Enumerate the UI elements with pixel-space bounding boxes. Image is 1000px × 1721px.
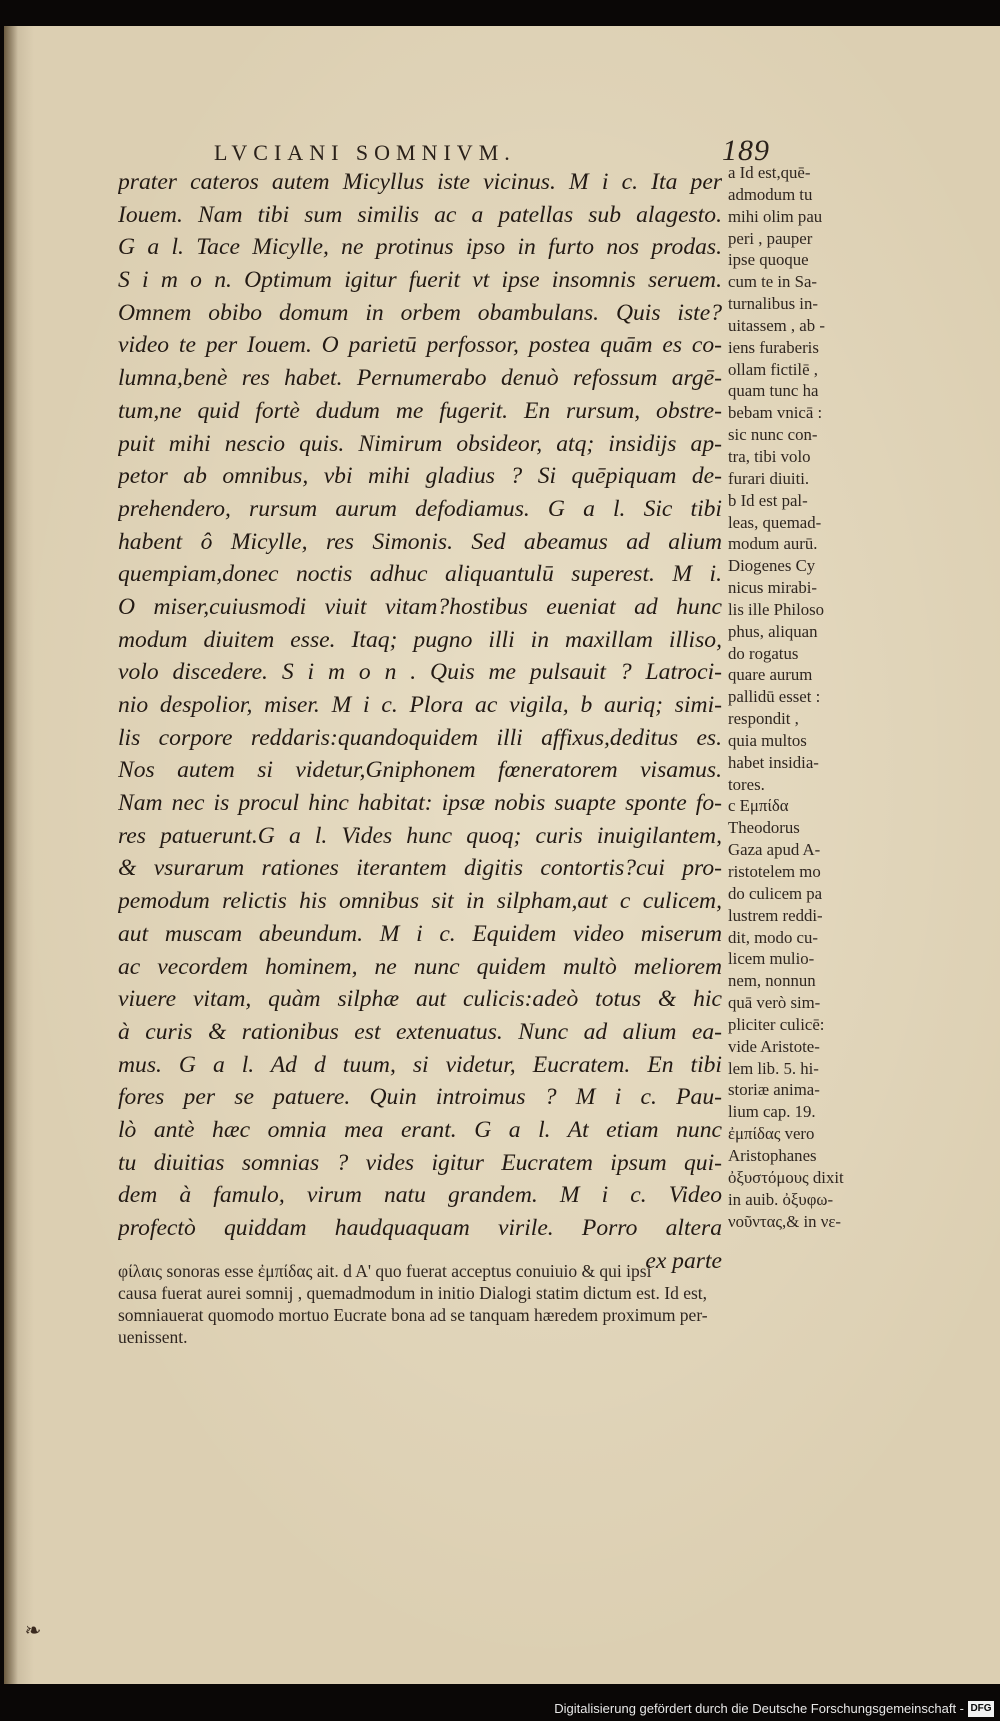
margin-note-line: mihi olim pau <box>728 206 823 226</box>
text-line: prater cateros autem Micyllus iste vicinus. M i c. Ita per <box>118 169 722 195</box>
margin-note-line: modum aurū. <box>728 534 818 554</box>
text-line: à curis & rationibus est extenuatus. Nunc ad alium ea- <box>118 1018 722 1045</box>
margin-note-line: licem mulio- <box>728 949 815 969</box>
marginal-notes <box>728 162 852 1232</box>
printer-ornament-icon: ❧ <box>24 1620 42 1642</box>
text-line: Nos autem si videtur,Gniphonem fœneratorem visamus. <box>118 757 722 784</box>
margin-note-line: quare aurum <box>728 665 813 685</box>
margin-note-line: quia multos <box>728 730 807 750</box>
margin-note-line: admodum tu <box>728 184 813 204</box>
margin-note-line: phus, aliquan <box>728 621 818 641</box>
margin-note-line: Theodorus <box>728 818 800 838</box>
text-line: ex parte <box>645 1247 722 1274</box>
margin-note-line: sic nunc con- <box>728 425 818 445</box>
text-line: res patuerunt.G a l. Vides hunc quoq; curis inuigilantem, <box>118 822 722 849</box>
text-line: profectò quiddam haudquaquam virile. Porro altera <box>118 1215 722 1241</box>
digitization-credit: Digitalisierung gefördert durch die Deutsche Forschungsgemeinschaft - <box>554 1701 964 1716</box>
text-line: Iouem. Nam tibi sum similis ac a patellas sub alagesto. <box>118 201 722 228</box>
page-gutter-shadow <box>4 26 18 1684</box>
text-line: S i m o n. Optimum igitur fuerit vt ipse insomnis seruem. <box>118 267 722 294</box>
text-line: G a l. Tace Micylle, ne protinus ipso in furto nos prodas. <box>118 234 722 261</box>
margin-note-line: quā verò sim- <box>728 993 821 1013</box>
margin-note-line: uitassem , ab - <box>728 315 825 335</box>
text-line: petor ab omnibus, vbi mihi gladius ? Si quēpiquam de- <box>118 463 722 490</box>
page-number: 189 <box>722 134 770 167</box>
margin-note-line: ristotelem mo <box>728 862 821 881</box>
text-line: aut muscam abeundum. M i c. Equidem video miserum <box>118 920 722 947</box>
text-line: mus. G a l. Ad d tuum, si videtur, Eucratem. En tibi <box>118 1051 722 1078</box>
text-line: video te per Iouem. O parietū perfossor, postea quām es co- <box>118 332 722 359</box>
margin-note-line: Diogenes Cy <box>728 556 816 576</box>
margin-note-line: respondit , <box>728 709 799 729</box>
footnote-block <box>118 1260 858 1348</box>
margin-note-line: nem, nonnun <box>728 971 816 991</box>
margin-note-line: nicus mirabi- <box>728 578 818 598</box>
text-line: & vsurarum rationes iterantem digitis contortis?cui pro- <box>118 855 722 882</box>
text-line: lò antè hæc omnia mea erant. G a l. At etiam nunc <box>118 1116 722 1143</box>
text-line: lis corpore reddaris:quandoquidem illi affixus,deditus es. <box>118 724 722 751</box>
margin-note-line: pliciter culicē: <box>728 1014 825 1034</box>
text-line: dem à famulo, virum natu grandem. M i c. Video <box>118 1182 722 1209</box>
main-text-block <box>118 166 722 1277</box>
dfg-logo: DFG <box>968 1701 994 1717</box>
text-line: prehendero, rursum aurum defodiamus. G a l. Sic tibi <box>118 495 722 522</box>
text-line: viuere vitam, quàm silphæ aut culicis:adeò totus & hic <box>118 986 722 1013</box>
margin-note-line: ollam fictilē , <box>728 359 818 379</box>
margin-note-line: dit, modo cu- <box>728 927 818 947</box>
margin-note-line: Aristophanes <box>728 1145 817 1165</box>
margin-note-line: storiæ anima- <box>728 1080 820 1100</box>
footnote-line: φίλαις sonoras esse ἐμπίδας ait. d A' quo fuerat acceptus conuiuio & qui ipsi <box>118 1261 652 1281</box>
margin-note-line: iens furaberis <box>728 337 819 357</box>
margin-note-line: furari diuiti. <box>728 468 810 488</box>
text-line: tum,ne quid fortè dudum me fugerit. En rursum, obstre- <box>118 397 722 424</box>
margin-note-line: bebam vnicā : <box>728 403 823 423</box>
margin-note-line: ἐμπίδας vero <box>728 1124 815 1144</box>
margin-note-line: habet insidia- <box>728 752 819 772</box>
margin-note-line: do rogatus <box>728 643 799 663</box>
margin-note-line: tra, tibi volo <box>728 446 811 466</box>
footnote-line: causa fuerat aurei somnij , quemadmodum in initio Dialogi statim dictum est. Id est, <box>118 1283 708 1303</box>
margin-note-line: b Id est pal- <box>728 490 808 510</box>
text-line: Nam nec is procul hinc habitat: ipsæ nobis suapte sponte fo- <box>118 790 722 817</box>
margin-note-line: peri , pauper <box>728 228 813 248</box>
margin-note-line: cum te in Sa- <box>728 272 818 292</box>
text-line: tu diuitias somnias ? vides igitur Eucratem ipsum qui- <box>118 1149 722 1176</box>
margin-note-line: ὀξυστόμους dixit <box>728 1167 844 1187</box>
margin-note-line: pallidū esset : <box>728 687 821 707</box>
margin-note-line: c Εμπίδα <box>728 796 789 816</box>
margin-note-line: do culicem pa <box>728 883 823 903</box>
margin-note-line: νοῦντας,& in νε- <box>728 1211 841 1231</box>
text-line: volo discedere. S i m o n . Quis me pulsauit ? Latroci- <box>118 659 722 686</box>
margin-note-line: Gaza apud A- <box>728 840 821 860</box>
margin-note-line: lium cap. 19. <box>728 1102 816 1122</box>
margin-note-line: lustrem reddi- <box>728 905 823 925</box>
text-line: nio despolior, miser. M i c. Plora ac vigila, b auriq; simi- <box>118 692 722 718</box>
margin-note-line: in auib. ὀξυφω- <box>728 1189 834 1209</box>
margin-note-line: lis ille Philoso <box>728 599 825 619</box>
text-line: O miser,cuiusmodi viuit vitam?hostibus eueniat ad hunc <box>118 593 722 620</box>
text-line: fores per se patuere. Quin introimus ? M i c. Pau- <box>118 1084 722 1111</box>
text-line: lumna,benè res habet. Pernumerabo denuò refossum argē- <box>118 365 722 392</box>
margin-note-line: quam tunc ha <box>728 381 819 401</box>
running-title: LVCIANI SOMNIVM. <box>214 140 516 165</box>
footnote-line: uenissent. <box>118 1327 188 1347</box>
text-line: ac vecordem hominem, ne nunc quidem multò meliorem <box>118 953 722 980</box>
margin-note-line: a Id est,quē- <box>728 163 811 182</box>
margin-note-line: ipse quoque <box>728 250 809 270</box>
margin-note-line: turnalibus in- <box>728 294 818 314</box>
margin-note-line: leas, quemad- <box>728 512 822 532</box>
margin-note-line: lem lib. 5. hi- <box>728 1058 819 1078</box>
text-line: puit mihi nescio quis. Nimirum obsideor, atq; insidijs ap- <box>118 430 722 457</box>
text-line: quempiam,donec noctis adhuc aliquantulū superest. M i. <box>118 561 722 588</box>
margin-note-line: tores. <box>728 774 765 794</box>
text-line: modum diuitem esse. Itaq; pugno illi in maxillam illiso, <box>118 626 722 653</box>
text-line: habent ô Micylle, res Simonis. Sed abeamus ad alium <box>118 528 722 555</box>
text-line: pemodum relictis his omnibus sit in silpham,aut c culicem, <box>118 888 722 915</box>
text-line: Omnem obibo domum in orbem obambulans. Quis iste? <box>118 299 722 326</box>
margin-note-line: vide Aristote- <box>728 1036 820 1056</box>
footnote-line: somniauerat quomodo mortuo Eucrate bona ad se tanquam hæredem proximum per- <box>118 1305 708 1325</box>
